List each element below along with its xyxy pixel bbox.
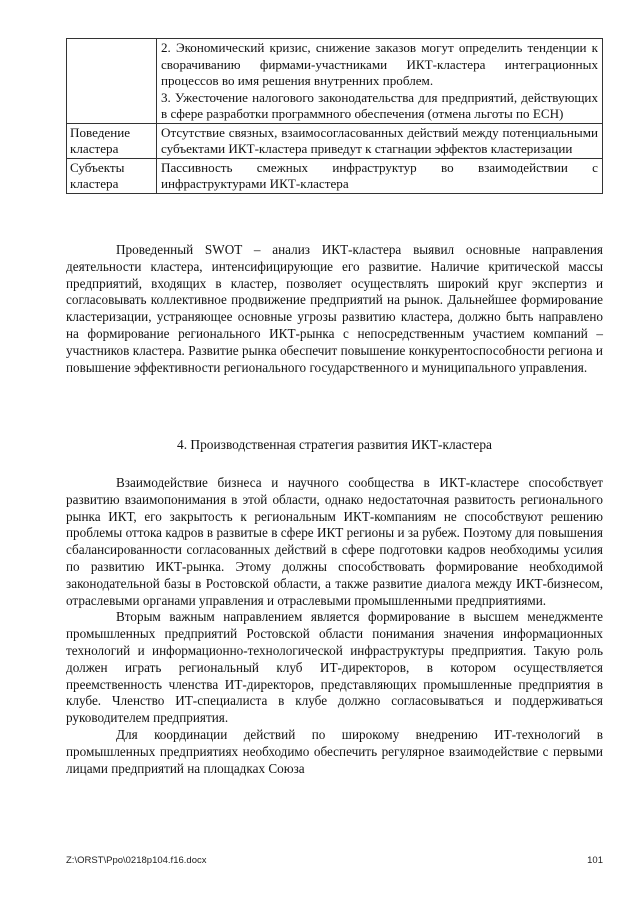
table-cell-line: Пассивность смежных инфраструктур во взаимодействии с инфраструктурами ИКТ-кластера [161,159,598,191]
table-row-label: Субъекты кластера [67,158,157,193]
table-row [67,39,603,124]
table-cell-line: 2. Экономический кризис, снижение заказов могут определить тенденции к сворачиванию фирмами-участниками ИКТ-кластера интеграционных процессов во имя решения внутренних проблем. [161,40,598,88]
section-heading: 4. Производственная стратегия развития ИКТ-кластера [177,437,492,452]
paragraph: Для координации действий по широкому внедрению ИТ-технологий в промышленных предприятиях необходимо обеспечить регулярное взаимодействие с первыми лицами предприятий на площадках Союза [66,726,603,776]
table-row-content [157,39,603,124]
table-row [67,158,603,193]
paragraph: Вторым важным направлением является формирование в высшем менеджменте промышленных предприятий Ростовской области понимания значения информационных технологий и информационно-технологической инфраструктуры предприятия. Такую роль должен играть региональный клуб ИТ-директоров, в котором осуществляется преемственность членства ИТ-директоров, представляющих промышленные предприятия в клубе. Членство ИТ-специалиста в клубе должно согласовываться и поддерживаться руководителем предприятия. [66,609,603,726]
swot-summary-text [66,242,603,376]
table-row-label [67,39,157,124]
file-path: Z:\ORST\Ppo\0218p104.f16.docx [66,855,207,866]
table-row-label: Поведение кластера [67,123,157,158]
table-row [67,123,603,158]
paragraph: Проведенный SWOT – анализ ИКТ-кластера выявил основные направления деятельности кластера, интенсифицирующие его развитие. Наличие критической массы предприятий, входящих в кластер, позволяет осуществлять широкий круг экспертиз и согласовывать коллективное продвижение предприятий на рынок. Дальнейшее формирование кластеризации, устраняющее основные угрозы развитию кластера, должно быть направлено на формирование регионального ИКТ-рынка с непосредственным участием компаний – участников кластера. Развитие рынка обеспечит повышение конкурентоспособности региона и повышение эффективности регионального государственного и муниципального управления. [66,242,603,375]
table-row-content [157,158,603,193]
swot-table [66,38,603,194]
page-number: 101 [587,855,603,866]
section-body [66,475,603,777]
table-cell-line: 3. Ужесточение налогового законодательства для предприятий, действующих в сфере разработки программного обеспечения (отмена льготы по ЕСН) [161,89,598,121]
table-cell-line: Отсутствие связных, взаимосогласованных действий между потенциальными субъектами ИКТ-кластера приведут к стагнации эффектов кластеризации [161,124,598,156]
table-row-content [157,123,603,158]
paragraph: Взаимодействие бизнеса и научного сообщества в ИКТ-кластере способствует развитию взаимопонимания в этой области, однако недостаточная развитость регионального рынка ИКТ, его закрытость к региональным ИКТ-компаниям не способствуют решению проблемы оттока кадров в развитые в сфере ИКТ регионы и за рубеж. Поэтому для повышения сбалансированности согласованных действий в сфере подготовки кадров необходимы усилия по развитию ИКТ-рынка. Этому должны способствовать формирование необходимой законодательной базы в Ростовской области, а также развитие диалога между ИКТ-бизнесом, отраслевыми органами управления и отраслевыми промышленными предприятиями. [66,475,603,608]
